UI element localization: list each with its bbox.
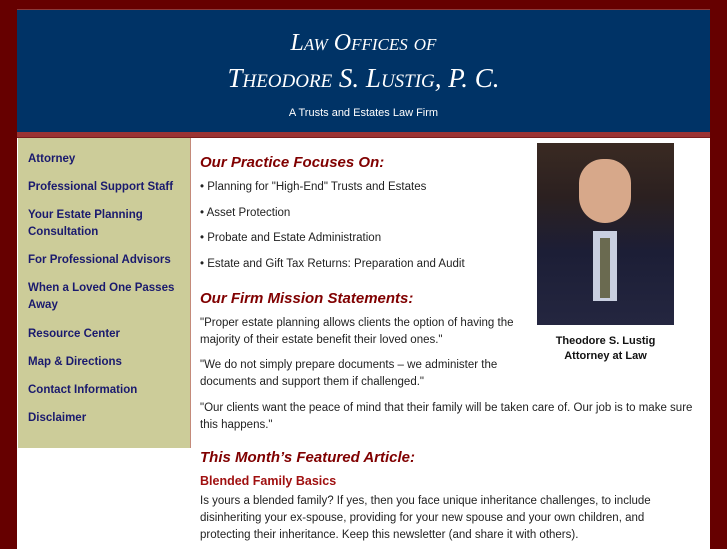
site-header: [17, 9, 710, 133]
site-tagline: A Trusts and Estates Law Firm: [288, 107, 439, 119]
nav-contact-information[interactable]: Contact Information: [28, 384, 138, 396]
sidebar-nav: [18, 138, 191, 448]
nav-resource-center[interactable]: Resource Center: [28, 328, 121, 340]
mission-statement: "Proper estate planning allows clients the option of having the majority of their estate benefit their loved ones.": [200, 317, 514, 346]
site-title-line1: Law Offices of: [290, 30, 437, 56]
mission-statement: "We do not simply prepare documents – we administer the documents and support them if challenged.": [200, 359, 498, 388]
article-title[interactable]: Blended Family Basics: [200, 474, 337, 488]
mission-statement: "Our clients want the peace of mind that their family will be taken care of. Our job is to make sure this happens.": [200, 402, 693, 431]
nav-map-directions[interactable]: Map & Directions: [28, 356, 122, 368]
nav-professional-support-staff[interactable]: Professional Support Staff: [28, 181, 174, 193]
featured-heading: This Month’s Featured Article:: [200, 449, 416, 466]
practice-item: • Probate and Estate Administration: [200, 232, 382, 244]
site-title-line2: Theodore S. Lustig, P. C.: [227, 63, 500, 93]
mission-heading: Our Firm Mission Statements:: [200, 290, 414, 307]
nav-disclaimer[interactable]: Disclaimer: [28, 412, 87, 424]
practice-item: • Estate and Gift Tax Returns: Preparation and Audit: [200, 258, 465, 270]
attorney-name: Theodore S. Lustig: [555, 335, 656, 347]
photo-caption: [537, 334, 674, 364]
nav-professional-advisors[interactable]: For Professional Advisors: [28, 254, 171, 266]
attorney-photo: [537, 143, 674, 325]
nav-loved-one-passes[interactable]: When a Loved One Passes Away: [28, 282, 175, 311]
article-text: Is yours a blended family? If yes, then you face unique inheritance challenges, to include disinheriting your ex-spouse, providing for your new spouse and your own children, and protecting their inheritance. Keep this newsletter (and share it with others).: [200, 495, 651, 541]
nav-attorney[interactable]: Attorney: [28, 153, 76, 165]
nav-estate-planning-consultation[interactable]: Your Estate Planning Consultation: [28, 209, 143, 238]
practice-item: • Asset Protection: [200, 207, 291, 219]
practice-heading: Our Practice Focuses On:: [200, 154, 385, 171]
photo-tie: [600, 238, 610, 298]
practice-item: • Planning for "High-End" Trusts and Estates: [200, 181, 427, 193]
attorney-role: Attorney at Law: [564, 350, 647, 362]
photo-face: [579, 159, 631, 223]
